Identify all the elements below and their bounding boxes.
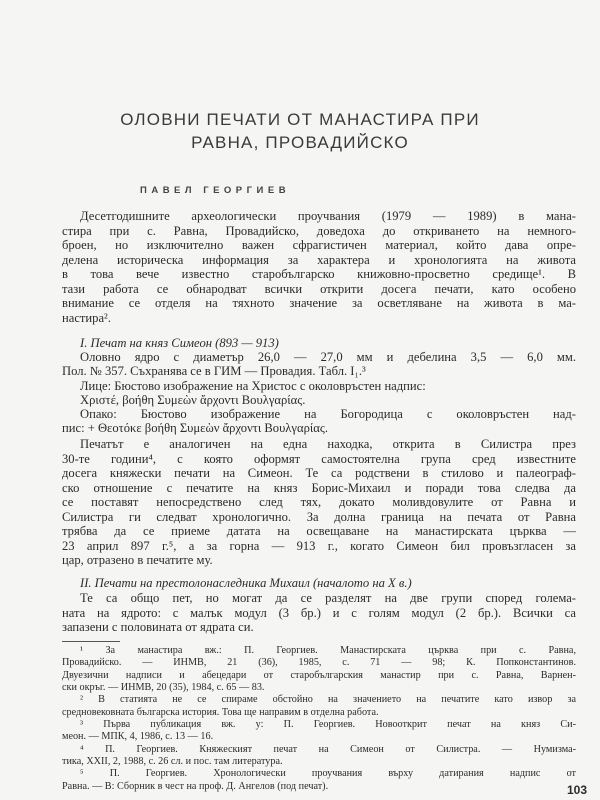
- section-1-heading: I. Печат на княз Симеон (893 — 913): [80, 336, 279, 350]
- text-line: тази работа се обнародват всички открити досега печати, като особено: [62, 281, 576, 296]
- text-line: тика, XXII, 2, 1988, с. 26 сл. и пос. там литература.: [62, 756, 283, 768]
- footnotes: [62, 645, 576, 793]
- text-line: стира при с. Равна, Провадийско, доведоха до откриването на немного-: [62, 223, 576, 238]
- article-title: [0, 108, 600, 154]
- text-line: ната на ядрото: с малък модул (3 бр.) и с голям модул (2 бр.). Всички са: [62, 605, 576, 620]
- text-line: запазени с половината от ядрата си.: [62, 620, 254, 634]
- text-line: Провадийско. — ИНМВ, 21 (36), 1985, с. 71 — 98; К. Попконстантинов.: [62, 657, 576, 669]
- text-line: Силистра ги следват хронологично. За долна граница на печата от Равна: [62, 509, 576, 524]
- text-line: меон. — МПК, 4, 1986, с. 13 — 16.: [62, 731, 214, 743]
- text-line: ски окръг. — ИНМВ, 20 (35), 1984, с. 65 — 83.: [62, 682, 265, 694]
- text-line: Равна. — В: Сборник в чест на проф. Д. Ангелов (под печат).: [62, 780, 329, 792]
- text-line: Десетгодишните археологически проучвания (1979 — 1989) в мана-: [80, 209, 576, 223]
- text-line: броен, но изключително важен сфрагистичен материал, който дава опре-: [62, 238, 576, 252]
- section-1-discussion: [62, 437, 576, 568]
- text-line: Пол. № 357. Съхранява се в ГИМ — Провадия. Табл. I₁.³: [62, 364, 366, 379]
- text-line: внимание се отделя на тяхното значение за осветляване на живота в ма-: [62, 296, 576, 310]
- section-1-description: [62, 350, 576, 436]
- text-line: ⁴ П. Георгиев. Княжеският печат на Симеон от Силистра. — Нумизма-: [80, 743, 576, 755]
- section-2-heading: II. Печати на престолонаследника Михаил (началото на X в.): [80, 576, 412, 590]
- footnote-divider: [62, 641, 120, 642]
- title-line: ОЛОВНИ ПЕЧАТИ ОТ МАНАСТИРА ПРИ: [120, 110, 480, 129]
- text-line: ¹ За манастира вж.: П. Георгиев. Манастирската църква при с. Равна,: [80, 645, 576, 656]
- text-line: 30-те години⁴, с която оформят самостоятелна група сред известните: [62, 451, 576, 466]
- section-2-paragraph: [62, 591, 576, 635]
- text-line: Оловно ядро с диаметър 26,0 — 27,0 мм и дебелина 3,5 — 6,0 мм.: [80, 350, 576, 364]
- text-line: Χριστέ, βοήθη Συμεὼν ἄρχοντι Βουλγαρίας.: [80, 392, 306, 407]
- text-line: делена историческа информация за характера и хронологията на живота: [62, 252, 576, 267]
- text-line: ско отношение с печатите на княз Борис-Михаил и поради това следва да: [62, 480, 576, 495]
- text-line: средновековната българска история. Това ще направим в отделна работа.: [62, 706, 379, 718]
- text-line: Лице: Бюстово изображение на Христос с околовръстен надпис:: [80, 378, 426, 393]
- text-line: ² В статията не се спираме обстойно на значението на печатите като извор за: [80, 694, 576, 706]
- text-line: в това вече известно старобългарско книжовно-просветно средище¹. В: [62, 267, 576, 281]
- text-line: ⁵ П. Георгиев. Хронологически проучвания върху датирания надпис от: [80, 768, 576, 780]
- text-line: се поставят непосредствено след тях, докато моливдовулите от Равна и: [62, 495, 576, 509]
- intro-paragraph: [62, 209, 576, 325]
- text-line: досега княжески печати на Симеон. Те са родствени в стилово и палеограф-: [62, 466, 576, 480]
- text-line: цар, отразено в печатите му.: [62, 553, 213, 567]
- title-line: РАВНА, ПРОВАДИЙСКО: [191, 133, 409, 152]
- text-line: Те са общо пет, но могат да се разделят на две групи според голема-: [80, 591, 576, 605]
- text-line: Опако: Бюстово изображение на Богородица с околовръстен над-: [80, 407, 576, 422]
- text-line: пис: + Θεοτόκε βοήθη Συμεὼν ἄρχοντι Βουλγαρίας.: [62, 421, 328, 436]
- author-name: ПАВЕЛ ГЕОРГИЕВ: [140, 185, 291, 196]
- text-line: Двуезични надписи и абецедари от старобългарския манастир при с. Равна, Варнен-: [62, 669, 576, 681]
- text-line: настира².: [62, 310, 111, 325]
- text-line: Печатът е аналогичен на една находка, открита в Силистра през: [80, 437, 576, 451]
- page-number: 103: [567, 783, 588, 797]
- text-line: 23 април 897 г.⁵, а за горна — 913 г., когато Симеон бил провъзгласен за: [62, 538, 576, 553]
- text-line: ³ Първа публикация вж. у: П. Георгиев. Новооткрит печат на княз Си-: [80, 719, 576, 731]
- text-line: трябва да се приеме датата на освещаване на манастирската църква —: [62, 524, 576, 538]
